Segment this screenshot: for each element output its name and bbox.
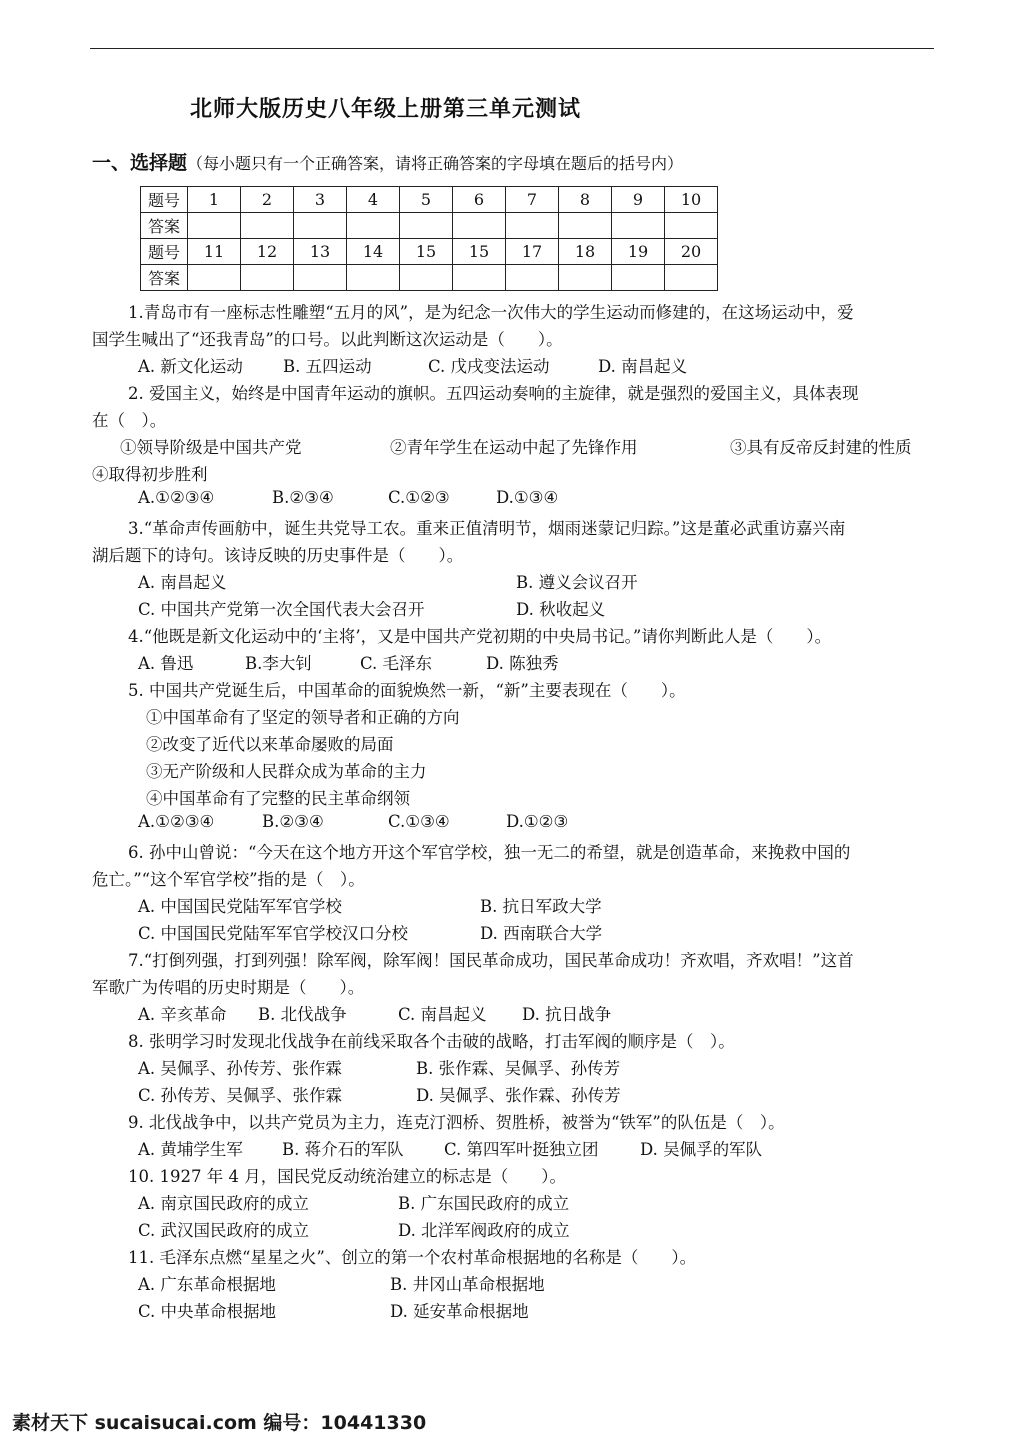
table-cell: 19 — [612, 239, 665, 265]
option-b: B.②③④ — [272, 488, 334, 507]
table-cell: 8 — [559, 187, 612, 213]
question-3-text: 湖后题下的诗句。该诗反映的历史事件是（ ）。 — [92, 546, 464, 565]
section-note: （每小题只有一个正确答案，请将正确答案的字母填在题后的括号内） — [187, 154, 684, 173]
answer-table-row — [141, 239, 718, 265]
option-d: D.①②③ — [506, 812, 569, 831]
option-b: B. 井冈山革命根据地 — [390, 1275, 545, 1294]
answer-cell[interactable] — [665, 265, 718, 291]
table-cell: 2 — [241, 187, 294, 213]
option-c: C. 武汉国民政府的成立 — [138, 1221, 310, 1240]
table-cell: 12 — [241, 239, 294, 265]
question-2-text: 2. 爱国主义，始终是中国青年运动的旗帜。五四运动奏响的主旋律，就是强烈的爱国主义，具体表现 — [128, 384, 859, 403]
table-cell: 11 — [188, 239, 241, 265]
question-7-text: 军歌广为传唱的历史时期是（ ）。 — [92, 978, 365, 997]
option-a: A. 辛亥革命 — [138, 1005, 227, 1024]
option-d: D. 吴佩孚、张作霖、孙传芳 — [416, 1086, 621, 1105]
answer-cell[interactable] — [506, 265, 559, 291]
answer-cell[interactable] — [612, 265, 665, 291]
table-cell: 14 — [347, 239, 400, 265]
question-8-text: 8. 张明学习时发现北伐战争在前线采取各个击破的战略，打击军阀的顺序是（ ）。 — [128, 1032, 735, 1051]
answer-cell[interactable] — [400, 213, 453, 239]
answer-table-row — [141, 187, 718, 213]
answer-cell[interactable] — [400, 265, 453, 291]
option-a: A. 广东革命根据地 — [138, 1275, 276, 1294]
top-rule — [90, 48, 934, 49]
option-a: A.①②③④ — [138, 812, 215, 831]
table-header-cell: 题号 — [141, 187, 188, 213]
table-cell: 5 — [400, 187, 453, 213]
question-9-text: 9. 北伐战争中，以共产党员为主力，连克汀泗桥、贺胜桥，被誉为“铁军”的队伍是（ ）。 — [128, 1113, 785, 1132]
statement-3: ③无产阶级和人民群众成为革命的主力 — [146, 762, 427, 781]
option-b: B. 广东国民政府的成立 — [398, 1194, 570, 1213]
answer-cell[interactable] — [294, 265, 347, 291]
table-cell: 7 — [506, 187, 559, 213]
option-b: B. 张作霖、吴佩孚、孙传芳 — [416, 1059, 621, 1078]
option-a: A. 黄埔学生军 — [138, 1140, 243, 1159]
option-c: C.①②③ — [388, 488, 450, 507]
option-a: A. 中国国民党陆军军官学校 — [138, 897, 342, 916]
option-d: D. 吴佩孚的军队 — [640, 1140, 763, 1159]
option-d: D. 秋收起义 — [516, 600, 606, 619]
option-a: A. 南昌起义 — [138, 573, 227, 592]
watermark-text: 素材天下 sucaisucai.com 编号：10441330 — [12, 1412, 427, 1434]
option-b: B. 五四运动 — [283, 357, 372, 376]
section-title: 一、选择题 — [92, 152, 188, 174]
option-d: D. 北洋军阀政府的成立 — [398, 1221, 570, 1240]
answer-cell[interactable] — [241, 265, 294, 291]
table-cell: 9 — [612, 187, 665, 213]
option-b: B. 遵义会议召开 — [516, 573, 638, 592]
statement-4: ④中国革命有了完整的民主革命纲领 — [146, 789, 410, 808]
table-header-cell: 答案 — [141, 265, 188, 291]
option-a: A.①②③④ — [138, 488, 215, 507]
option-d: D. 陈独秀 — [486, 654, 559, 673]
option-c: C. 毛泽东 — [360, 654, 433, 673]
question-3-text: 3.“革命声传画舫中，诞生共党导工农。重来正值清明节，烟雨迷蒙记归踪。”这是董必武重访嘉兴南 — [128, 519, 846, 538]
answer-cell[interactable] — [347, 213, 400, 239]
answer-cell[interactable] — [241, 213, 294, 239]
statement-2: ②改变了近代以来革命屡败的局面 — [146, 735, 394, 754]
option-c: C. 中央革命根据地 — [138, 1302, 277, 1321]
table-cell: 15 — [400, 239, 453, 265]
answer-cell[interactable] — [559, 265, 612, 291]
question-5-text: 5. 中国共产党诞生后，中国革命的面貌焕然一新，“新”主要表现在（ ）。 — [128, 681, 686, 700]
statement-4: ④取得初步胜利 — [92, 465, 208, 484]
option-a: A. 吴佩孚、孙传芳、张作霖 — [138, 1059, 342, 1078]
option-c: C. 南昌起义 — [398, 1005, 487, 1024]
question-10-text: 10. 1927 年 4 月，国民党反动统治建立的标志是（ ）。 — [128, 1167, 566, 1186]
answer-table — [140, 186, 718, 291]
option-b: B. 抗日军政大学 — [480, 897, 602, 916]
statement-2: ②青年学生在运动中起了先锋作用 — [390, 438, 638, 457]
answer-table-row — [141, 213, 718, 239]
option-a: A. 新文化运动 — [138, 357, 243, 376]
statement-1: ①领导阶级是中国共产党 — [120, 438, 302, 457]
answer-cell[interactable] — [665, 213, 718, 239]
table-header-cell: 答案 — [141, 213, 188, 239]
table-cell: 10 — [665, 187, 718, 213]
answer-cell[interactable] — [347, 265, 400, 291]
option-c: C.①③④ — [388, 812, 450, 831]
option-b: B.②③④ — [262, 812, 324, 831]
table-cell: 18 — [559, 239, 612, 265]
question-7-text: 7.“打倒列强，打到列强！除军阀，除军阀！国民革命成功，国民革命成功！齐欢唱，齐欢唱！”这首 — [128, 951, 854, 970]
question-6-text: 6. 孙中山曾说：“今天在这个地方开这个军官学校，独一无二的希望，就是创造革命，来挽救中国的 — [128, 843, 851, 862]
option-c: C. 戊戌变法运动 — [428, 357, 550, 376]
table-cell: 20 — [665, 239, 718, 265]
option-a: A. 南京国民政府的成立 — [138, 1194, 309, 1213]
option-b: B. 蒋介石的军队 — [282, 1140, 404, 1159]
option-b: B.李大钊 — [245, 654, 312, 673]
table-cell: 1 — [188, 187, 241, 213]
answer-cell[interactable] — [453, 213, 506, 239]
option-d: D. 抗日战争 — [522, 1005, 612, 1024]
option-d: D. 南昌起义 — [598, 357, 688, 376]
table-cell: 17 — [506, 239, 559, 265]
statement-1: ①中国革命有了坚定的领导者和正确的方向 — [146, 708, 460, 727]
option-b: B. 北伐战争 — [258, 1005, 347, 1024]
option-d: D.①③④ — [496, 488, 559, 507]
option-d: D. 延安革命根据地 — [390, 1302, 529, 1321]
question-1-text: 1.青岛市有一座标志性雕塑“五月的风”，是为纪念一次伟大的学生运动而修建的，在这场运动中，爱 — [128, 303, 854, 322]
table-cell: 4 — [347, 187, 400, 213]
option-c: C. 第四军叶挺独立团 — [444, 1140, 599, 1159]
table-cell: 6 — [453, 187, 506, 213]
option-c: C. 中国共产党第一次全国代表大会召开 — [138, 600, 425, 619]
option-d: D. 西南联合大学 — [480, 924, 603, 943]
watermark-bar — [0, 1402, 1024, 1442]
answer-cell[interactable] — [294, 213, 347, 239]
question-11-text: 11. 毛泽东点燃“星星之火”、创立的第一个农村革命根据地的名称是（ ）。 — [128, 1248, 697, 1267]
answer-cell[interactable] — [506, 213, 559, 239]
question-1-text: 国学生喊出了“还我青岛”的口号。以此判断这次运动是（ ）。 — [92, 330, 563, 349]
answer-cell[interactable] — [453, 265, 506, 291]
question-6-text: 危亡。”“这个军官学校”指的是（ ）。 — [92, 870, 365, 889]
option-c: C. 中国国民党陆军军官学校汉口分校 — [138, 924, 409, 943]
answer-table-row — [141, 265, 718, 291]
answer-cell[interactable] — [612, 213, 665, 239]
option-c: C. 孙传芳、吴佩孚、张作霖 — [138, 1086, 343, 1105]
table-cell: 15 — [453, 239, 506, 265]
section-heading — [92, 148, 683, 175]
answer-cell[interactable] — [559, 213, 612, 239]
table-cell: 3 — [294, 187, 347, 213]
question-2-text: 在（ ）。 — [92, 411, 167, 430]
question-4-text: 4.“他既是新文化运动中的‘主将’，又是中国共产党初期的中央局书记。”请你判断此人是（ ）。 — [128, 627, 832, 646]
answer-cell[interactable] — [188, 265, 241, 291]
option-a: A. 鲁迅 — [138, 654, 194, 673]
table-header-cell: 题号 — [141, 239, 188, 265]
statement-3: ③具有反帝反封建的性质 — [730, 438, 912, 457]
answer-cell[interactable] — [188, 213, 241, 239]
table-cell: 13 — [294, 239, 347, 265]
page-title: 北师大版历史八年级上册第三单元测试 — [190, 96, 582, 122]
